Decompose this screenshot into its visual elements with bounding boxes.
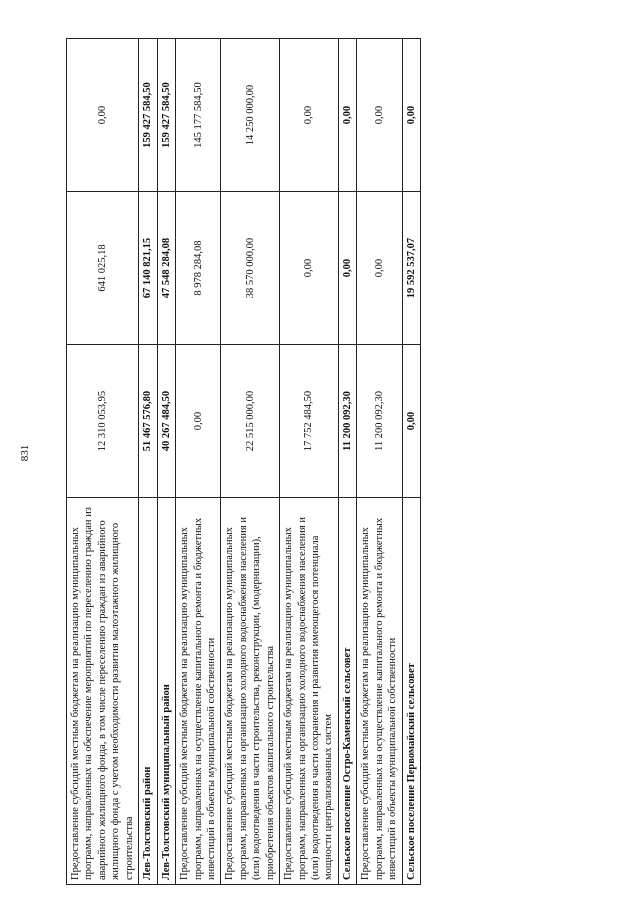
value-cell-1: 0,00 xyxy=(402,345,420,498)
value-cell-2: 38 570 000,00 xyxy=(221,192,280,345)
table-row xyxy=(280,39,339,885)
value-cell-2: 47 548 284,08 xyxy=(157,192,175,345)
value-cell-1: 40 267 484,50 xyxy=(157,345,175,498)
value-cell-1: 17 752 484,50 xyxy=(280,345,339,498)
value-cell-3: 0,00 xyxy=(280,39,339,192)
value-cell-1: 11 200 092,30 xyxy=(338,345,356,498)
value-cell-2: 0,00 xyxy=(280,192,339,345)
row-name-cell: Сельское поселение Остро-Каменский сельсовет xyxy=(338,498,356,885)
row-name-cell: Лев-Толстовский район xyxy=(139,498,157,885)
row-name-cell: Лев-Толстовский муниципальный район xyxy=(157,498,175,885)
table-row xyxy=(67,39,139,885)
value-cell-1: 11 200 092,30 xyxy=(357,345,402,498)
table-row-subtotal xyxy=(338,39,356,885)
value-cell-3: 145 177 584,50 xyxy=(176,39,221,192)
value-cell-2: 67 140 821,15 xyxy=(139,192,157,345)
table-row xyxy=(221,39,280,885)
value-cell-1: 0,00 xyxy=(176,345,221,498)
value-cell-2: 19 592 537,07 xyxy=(402,192,420,345)
table-row-subtotal xyxy=(157,39,175,885)
row-name-cell: Сельское поселение Первомайский сельсовет xyxy=(402,498,420,885)
value-cell-3: 159 427 584,50 xyxy=(157,39,175,192)
table-row-subtotal xyxy=(139,39,157,885)
row-name-cell: Предоставление субсидий местным бюджетам на реализацию муниципальных программ, направленных на организацию холодного водоснабжения населения и (или) водоотведения в части сохранения и развития имеющегося потенциала мощности централизованных систем xyxy=(280,498,339,885)
value-cell-2: 8 978 284,08 xyxy=(176,192,221,345)
value-cell-3: 0,00 xyxy=(402,39,420,192)
budget-table-container xyxy=(66,65,421,885)
value-cell-1: 22 515 000,00 xyxy=(221,345,280,498)
table-row xyxy=(176,39,221,885)
value-cell-3: 0,00 xyxy=(338,39,356,192)
value-cell-2: 0,00 xyxy=(338,192,356,345)
table-row xyxy=(357,39,402,885)
row-name-cell: Предоставление субсидий местным бюджетам на реализацию муниципальных программ, направленных на осуществление капитального ремонта и бюджетных инвестиций в объекты муниципальной собственности xyxy=(176,498,221,885)
budget-table xyxy=(66,38,421,885)
value-cell-3: 0,00 xyxy=(67,39,139,192)
value-cell-1: 51 467 576,80 xyxy=(139,345,157,498)
row-name-cell: Предоставление субсидий местным бюджетам на реализацию муниципальных программ, направленных на обеспечение мероприятий по переселению граждан из аварийного жилищного фонда, в том числе переселению граждан из аварийного жилищного фонда с учетом необходимости развития малоэтажного жилищного строительства xyxy=(67,498,139,885)
value-cell-1: 12 310 053,95 xyxy=(67,345,139,498)
row-name-cell: Предоставление субсидий местным бюджетам на реализацию муниципальных программ, направленных на организацию холодного водоснабжения населения и (или) водоотведения в части строительства, реконструкции, (модернизации), приобретения объектов капитального строительства xyxy=(221,498,280,885)
row-name-cell: Предоставление субсидий местным бюджетам на реализацию муниципальных программ, направленных на осуществление капитального ремонта и бюджетных инвестиций в объекты муниципальной собственности xyxy=(357,498,402,885)
value-cell-3: 159 427 584,50 xyxy=(139,39,157,192)
value-cell-3: 14 250 000,00 xyxy=(221,39,280,192)
value-cell-2: 0,00 xyxy=(357,192,402,345)
page-number: 831 xyxy=(19,444,31,462)
value-cell-3: 0,00 xyxy=(357,39,402,192)
value-cell-2: 641 025,18 xyxy=(67,192,139,345)
table-row-subtotal xyxy=(402,39,420,885)
